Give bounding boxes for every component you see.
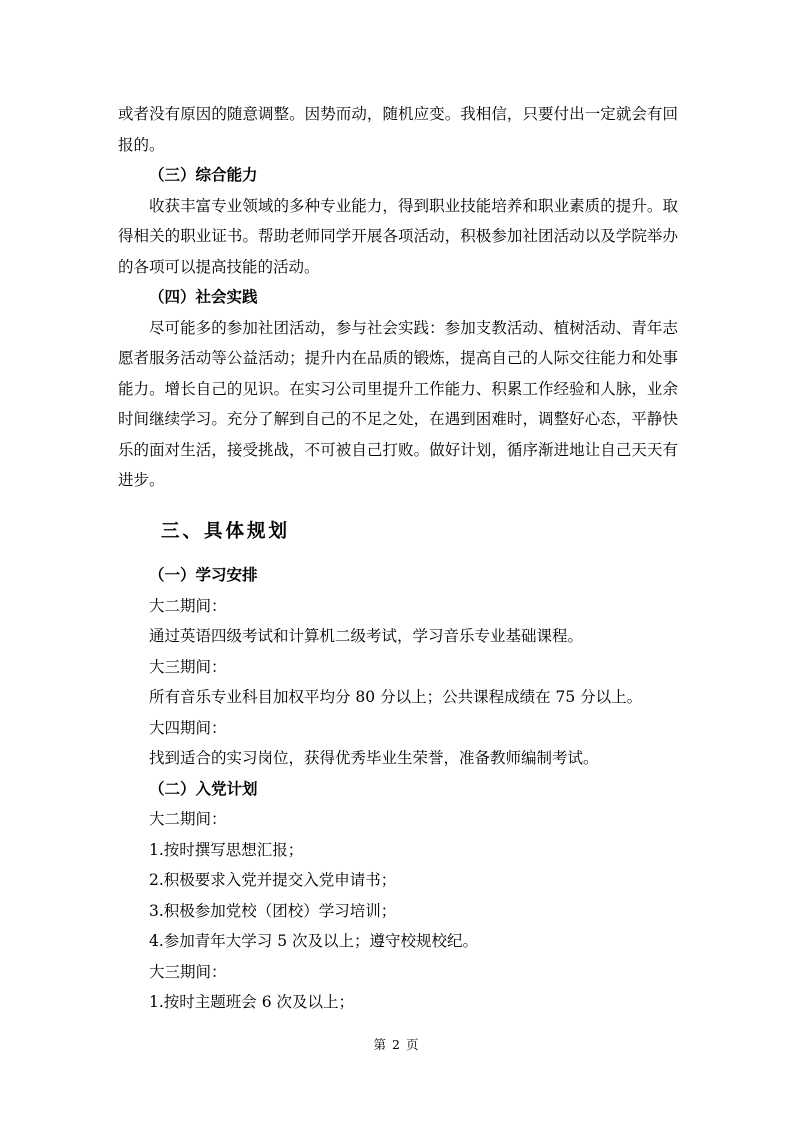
study-line: 大二期间： (149, 596, 227, 615)
party-heading: （二）入党计划 (149, 779, 258, 798)
chapter3-title: 三、具体规划 (161, 521, 291, 542)
party-line: 1.按时撰写思想汇报； (149, 840, 304, 859)
upper-text-block (118, 99, 678, 496)
party-line: 大三期间： (149, 962, 227, 981)
section4-heading: （四）社会实践 (149, 288, 258, 306)
section3-heading: （三）综合能力 (149, 166, 258, 184)
study-heading: （一）学习安排 (149, 566, 258, 584)
section3-paragraph: 收获丰富专业领域的多种专业能力，得到职业技能培养和职业素质的提升。取得相关的职业证书。帮助老师同学开展各项活动，积极参加社团活动以及学院举办的各项可以提高技能的活动。 (118, 196, 678, 276)
lower-text-block (118, 560, 678, 1018)
party-line: 大二期间： (149, 810, 227, 828)
study-line: 大三期间： (149, 657, 227, 676)
study-line: 找到适合的实习岗位，获得优秀毕业生荣誉，准备教师编制考试。 (149, 749, 599, 767)
section4-paragraph: 尽可能多的参加社团活动，参与社会实践：参加支教活动、植树活动、青年志愿者服务活动等公益活动；提升内在品质的锻炼，提高自己的人际交往能力和处事能力。增长自己的见识。在实习公司里提升工作能力、积累工作经验和人脉，业余时间继续学习。充分了解到自己的不足之处，在遇到困难时，调整好心态，平静快乐的面对生活，接受挑战，不可被自己打败。做好计划，循序渐进地让自己天天有进步。 (118, 318, 678, 489)
study-line: 所有音乐专业科目加权平均分 80 分以上；公共课程成绩在 75 分以上。 (149, 688, 643, 706)
party-line: 4.参加青年大学习 5 次及以上；遵守校规校纪。 (149, 932, 479, 950)
party-line: 1.按时主题班会 6 次及以上； (149, 993, 355, 1011)
party-line: 2.积极要求入党并提交入党申请书； (149, 871, 397, 889)
party-line: 3.积极参加党校（团校）学习培训； (149, 901, 397, 920)
continuation-paragraph: 或者没有原因的随意调整。因势而动，随机应变。我相信，只要付出一定就会有回报的。 (118, 105, 678, 154)
page-number: 第 2 页 (373, 1037, 420, 1052)
study-line: 大四期间： (149, 718, 227, 737)
study-line: 通过英语四级考试和计算机二级考试，学习音乐专业基础课程。 (149, 627, 584, 645)
